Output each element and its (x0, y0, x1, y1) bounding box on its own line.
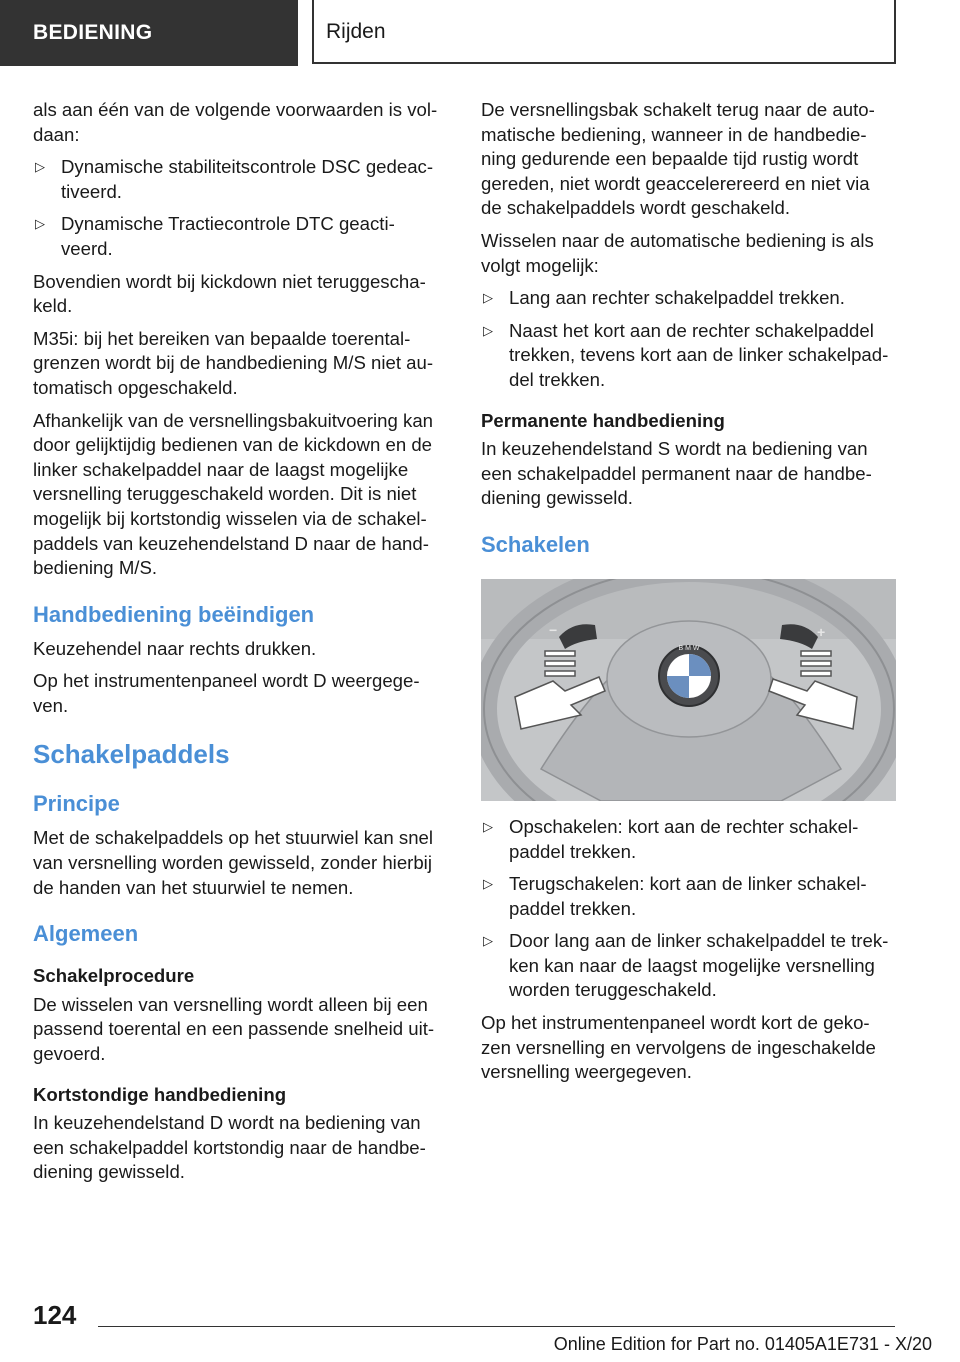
bullet-list (481, 815, 896, 1003)
list-item-text: Terugschakelen: kort aan de linker schakel- paddel trekken. (509, 873, 867, 919)
paragraph: In keuzehendelstand D wordt na bediening van een schakelpaddel kortstondig naar de handbe- diening gewisseld. (33, 1112, 426, 1183)
triangle-bullet-icon: ▷ (483, 818, 493, 834)
section-title: BEDIENING (0, 0, 298, 66)
list-item-text: Opschakelen: kort aan de rechter schakel- paddel trekken. (509, 815, 859, 862)
list-item (33, 212, 448, 261)
list-item (481, 929, 896, 1003)
paragraph: De wisselen van versnelling wordt alleen bij een passend toerental en een passende snelheid uit- gevoerd. (33, 993, 435, 1065)
list-item (481, 319, 896, 393)
triangle-bullet-icon: ▷ (35, 216, 45, 232)
right-column (481, 98, 896, 1093)
list-item (481, 815, 896, 864)
paragraph: M35i: bij het bereiken van bepaalde toerental- grenzen wordt bij de handbediening M/S niet au- tomatisch opgeschakeld. (33, 327, 434, 398)
page-footer (0, 1290, 960, 1362)
chapter-title: Rijden (312, 0, 896, 64)
paragraph: Bovendien wordt bij kickdown niet teruggescha- keld. (33, 270, 426, 317)
steering-wheel-illustration (481, 579, 896, 801)
paragraph: Wisselen naar de automatische bediening is als volgt mogelijk: (481, 229, 874, 276)
footer-divider (98, 1326, 895, 1327)
plus-label: + (817, 623, 826, 640)
list-item (481, 872, 896, 921)
paragraph: Op het instrumentenpaneel wordt kort de geko- zen versnelling en vervolgens de ingeschakelde versnelling weergegeven. (481, 1012, 876, 1083)
heading-algemeen: Algemeen (33, 921, 139, 947)
bullet-list (481, 286, 896, 392)
paragraph: De versnellingsbak schakelt terug naar de auto- matische bediening, wanneer in de handbedie- ning gedurende een bepaalde tijd rustig wordt gereden, niet wordt geaccelerereerd en niet via de schakelpaddels wordt geschakeld. (481, 99, 875, 219)
list-item (481, 286, 896, 311)
triangle-bullet-icon: ▷ (35, 159, 45, 175)
heading-schakelpaddels: Schakelpaddels (33, 739, 230, 770)
list-item-text: Naast het kort aan de rechter schakelpaddel trekken, tevens kort aan de linker schakelpad- del trekken. (509, 319, 889, 390)
paragraph: Met de schakelpaddels op het stuurwiel kan snel van versnelling worden gewisseld, zonder hierbij de handen van het stuurwiel te nemen. (33, 827, 434, 898)
steering-wheel-figure (481, 579, 896, 801)
paragraph: als aan één van de volgende voorwaarden is vol- daan: (33, 99, 438, 145)
left-column (33, 98, 448, 1193)
list-item-text: Lang aan rechter schakelpaddel trekken. (509, 287, 845, 309)
triangle-bullet-icon: ▷ (483, 933, 493, 949)
heading-schakelprocedure: Schakelprocedure (33, 965, 195, 987)
paragraph: Keuzehendel naar rechts drukken. (33, 637, 317, 659)
heading-permanente-handbediening: Permanente handbediening (481, 409, 725, 431)
list-item-text: Dynamische stabiliteitscontrole DSC gedeac- tiveerd. (61, 156, 434, 202)
triangle-bullet-icon: ▷ (483, 876, 493, 892)
page-number: 124 (33, 1300, 77, 1330)
paragraph: Op het instrumentenpaneel wordt D weergege- ven. (33, 670, 420, 716)
triangle-bullet-icon: ▷ (483, 290, 493, 306)
list-item-text: Dynamische Tractiecontrole DTC geacti- veerd. (61, 213, 395, 259)
heading-schakelen: Schakelen (481, 531, 590, 557)
list-item (33, 155, 448, 204)
page-header (0, 0, 960, 66)
heading-principe: Principe (33, 791, 120, 817)
bmw-logo-text: B M W (678, 644, 700, 652)
paragraph: In keuzehendelstand S wordt na bediening van een schakelpaddel permanent naar de handbe- diening gewisseld. (481, 438, 872, 509)
list-item-text: Door lang aan de linker schakelpaddel te trek- ken kan naar de laagst mogelijke versnelling worden teruggeschakeld. (509, 930, 889, 1001)
paragraph: Afhankelijk van de versnellingsbakuitvoering kan door gelijktijdig bedienen van de kickdown en de linker schakelpaddel naar de laagst mogelijke versnelling teruggeschakeld worden. Dit is niet mogelijk bij kortstondig wisselen via de schakel- paddels van keuzehendelstand D naar de hand- bediening M/S. (33, 409, 434, 579)
bullet-list (33, 155, 448, 261)
minus-label: − (549, 621, 558, 638)
footer-edition-link[interactable]: Online Edition for Part no. 01405A1E731 - X/20 (553, 1334, 932, 1354)
heading-kortstondige-handbediening: Kortstondige handbediening (33, 1083, 287, 1105)
heading-handbediening-beeindigen: Handbediening beëindigen (33, 601, 315, 627)
triangle-bullet-icon: ▷ (483, 322, 493, 338)
